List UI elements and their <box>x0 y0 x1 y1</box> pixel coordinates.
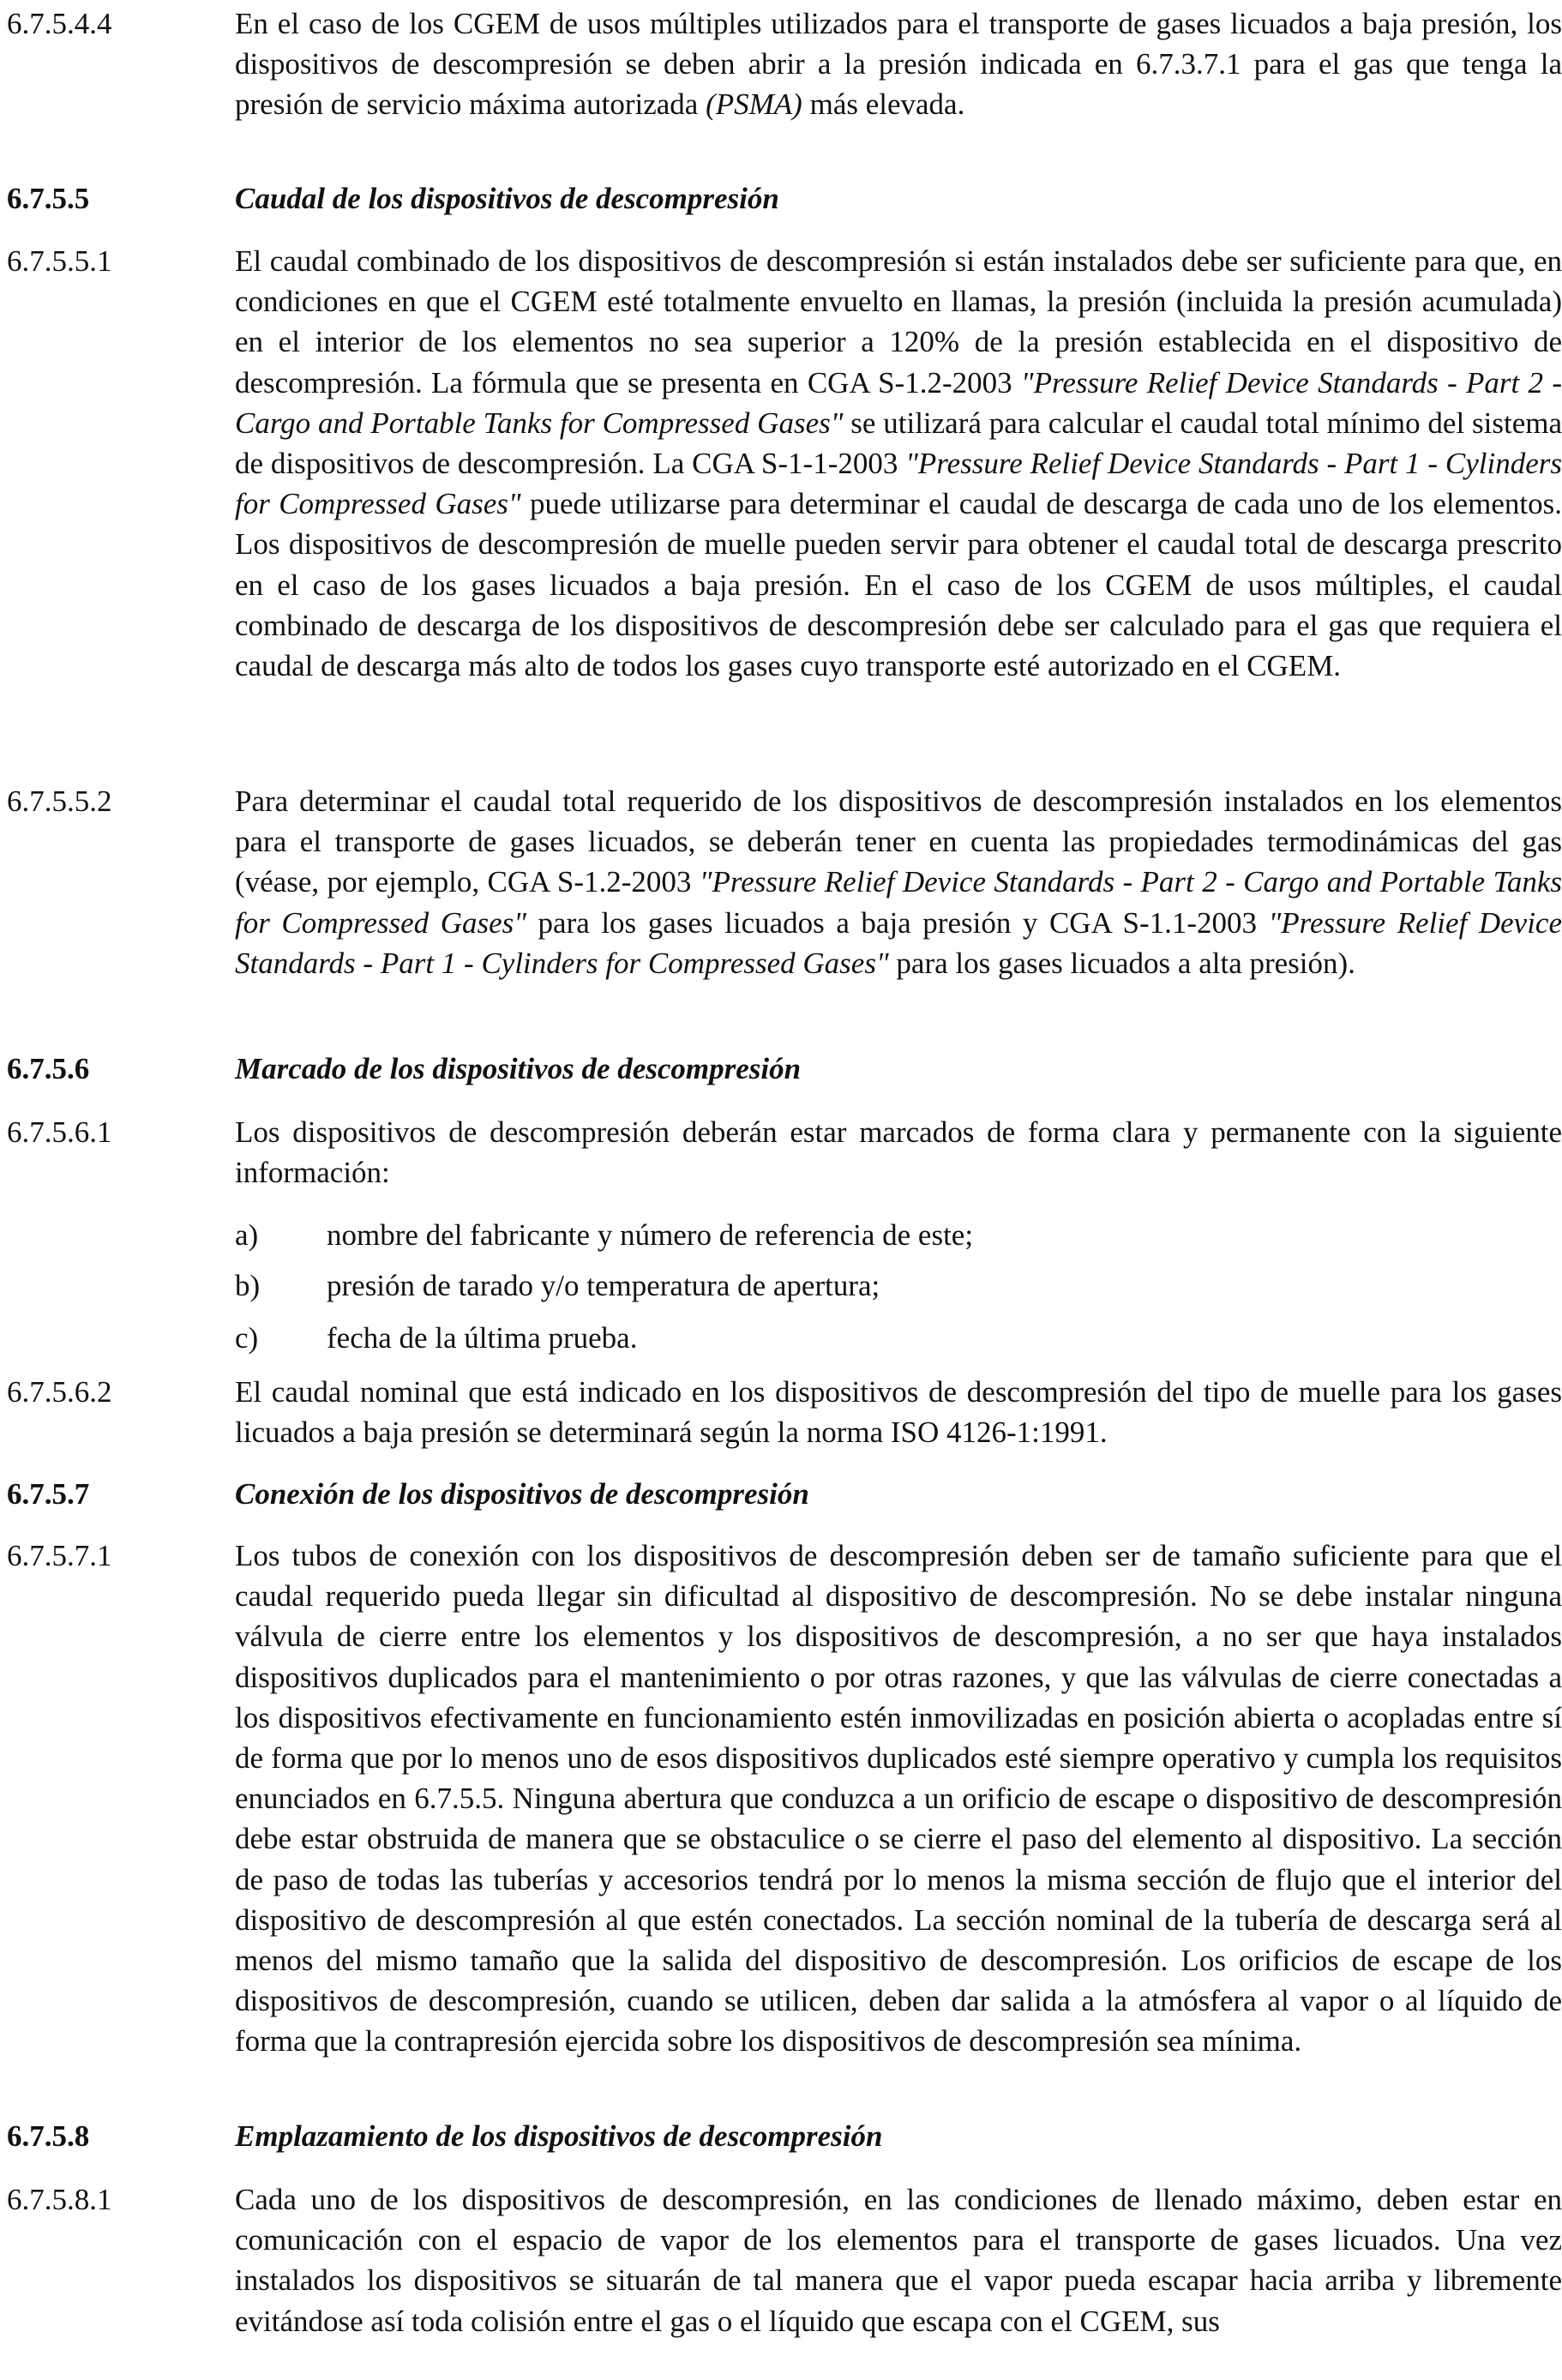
text-run: Los dispositivos de descompresión deberán estar marcados de forma clara y permanente con la siguiente información: <box>235 1115 1562 1190</box>
text-run: puede utilizarse para determinar el caudal de descarga de cada uno de los elementos. Los dispositivos de descompresión de muelle pueden servir para obtener el caudal total de descarga prescrito en el caso de los gases licuados a baja presión. En el caso de los CGEM de usos múltiples, el caudal combinado de descarga de los dispositivos de descompresión debe ser calculado para el gas que requiera el caudal de descarga más alto de todos los gases cuyo transporte esté autorizado en el CGEM. <box>235 487 1562 683</box>
paragraph-text <box>235 2179 1562 2341</box>
italic-citation: "Pressure Relief Device Standards - Part 1 - Cylinders for Compressed Gases" <box>235 905 1562 980</box>
paragraph-number: 6.7.5.8.1 <box>7 2183 112 2216</box>
paragraph-text <box>235 781 1562 983</box>
paragraph-number: 6.7.5.5.1 <box>7 244 112 278</box>
italic-citation: "Pressure Relief Device Standards - Part 1 - Cylinders for Compressed Gases" <box>235 447 1562 521</box>
paragraph-text <box>235 241 1562 686</box>
paragraph-text <box>235 1536 1562 2062</box>
text-run: Los tubos de conexión con los dispositivos de descompresión deben ser de tamaño suficiente para que el caudal requerido pueda llegar sin dificultad al dispositivo de descompresión. No se debe instalar ninguna válvula de cierre entre los elementos y los dispositivos de descompresión, a no ser que haya instalados dispositivos duplicados para el mantenimiento o por otras razones, y que las válvulas de cierre conectadas a los dispositivos efectivamente en funcionamiento estén inmovilizadas en posición abierta o acopladas entre sí de forma que por lo menos uno de esos dispositivos duplicados esté siempre operativo y cumpla los requisitos enunciados en 6.7.5.5. Ninguna abertura que conduzca a un orificio de escape o dispositivo de descompresión debe estar obstruida de manera que se obstaculice o se cierre el paso del elemento al dispositivo. La sección de paso de todas las tuberías y accesorios tendrá por lo menos la misma sección de flujo que el interior del dispositivo de descompresión al que estén conectados. La sección nominal de la tubería de descarga será al menos del mismo tamaño que la salida del dispositivo de descompresión. Los orificios de escape de los dispositivos de descompresión, cuando se utilicen, deben dar salida a la atmósfera al vapor o al líquido de forma que la contrapresión ejercida sobre los dispositivos de descompresión sea mínima. <box>235 1539 1562 2058</box>
heading-number: 6.7.5.5 <box>7 182 90 215</box>
heading-number: 6.7.5.6 <box>7 1052 90 1085</box>
list-item-letter: b) <box>235 1269 261 1302</box>
text-run: para los gases licuados a alta presión). <box>888 946 1355 980</box>
text-run: Para determinar el caudal total requerido de los dispositivos de descompresión instalados en los elementos para el transporte de gases licuados, se deberán tener en cuenta las propiedades termodinámicas del gas (véase, por ejemplo, CGA S-1.2-2003 <box>235 784 1562 899</box>
heading-title: Marcado de los dispositivos de descompresión <box>235 1052 802 1085</box>
heading-title: Emplazamiento de los dispositivos de descompresión <box>235 2119 883 2153</box>
paragraph-text <box>235 1372 1562 1452</box>
text-run: se utilizará para calcular el caudal total mínimo del sistema de dispositivos de descompresión. La CGA S-1-1-2003 <box>235 406 1562 481</box>
heading-title: Caudal de los dispositivos de descompresión <box>235 182 779 215</box>
text-run: El caudal combinado de los dispositivos de descompresión si están instalados debe ser suficiente para que, en condiciones en que el CGEM esté totalmente envuelto en llamas, la presión (incluida la presión acumulada) en el interior de los elementos no sea superior a 120% de la presión establecida en el dispositivo de descompresión. La fórmula que se presenta en CGA S-1.2-2003 <box>235 244 1562 400</box>
list-item-text: presión de tarado y/o temperatura de apertura; <box>327 1269 880 1302</box>
paragraph-number: 6.7.5.7.1 <box>7 1539 112 1572</box>
heading-number: 6.7.5.7 <box>7 1477 90 1511</box>
paragraph-number: 6.7.5.5.2 <box>7 784 112 818</box>
heading-title: Conexión de los dispositivos de descompresión <box>235 1477 809 1511</box>
text-run: más elevada. <box>802 87 965 122</box>
list-item-text: nombre del fabricante y número de referencia de este; <box>327 1218 974 1252</box>
text-run: para los gases licuados a baja presión y CGA S-1.1-2003 <box>526 905 1269 940</box>
text-run: El caudal nominal que está indicado en los dispositivos de descompresión del tipo de muelle para los gases licuados a baja presión se determinará según la norma ISO 4126-1:1991. <box>235 1375 1562 1450</box>
paragraph-text <box>235 1112 1562 1193</box>
paragraph-number: 6.7.5.6.1 <box>7 1115 112 1149</box>
paragraph-text <box>235 3 1562 125</box>
text-run: Cada uno de los dispositivos de descompresión, en las condiciones de llenado máximo, deben estar en comunicación con el espacio de vapor de los elementos para el transporte de gases licuados. Una vez instalados los dispositivos se situarán de tal manera que el vapor pueda escapar hacia arriba y libremente evitándose así toda colisión entre el gas o el líquido que escapa con el CGEM, sus <box>235 2183 1562 2338</box>
list-item-text: fecha de la última prueba. <box>327 1321 638 1355</box>
paragraph-number: 6.7.5.4.4 <box>7 7 112 40</box>
italic-citation: "Pressure Relief Device Standards - Part 2 - Cargo and Portable Tanks for Compressed Gases" <box>235 365 1562 440</box>
text-run: En el caso de los CGEM de usos múltiples utilizados para el transporte de gases licuados a baja presión, los dispositivos de descompresión se deben abrir a la presión indicada en 6.7.3.7.1 para el gas que tenga la presión de servicio máxima autorizada <box>235 7 1562 122</box>
list-item-letter: a) <box>235 1218 259 1252</box>
italic-citation: "Pressure Relief Device Standards - Part 2 - Cargo and Portable Tanks for Compressed Gases" <box>235 865 1562 940</box>
italic-citation: (PSMA) <box>706 87 802 122</box>
heading-number: 6.7.5.8 <box>7 2119 90 2153</box>
list-item-letter: c) <box>235 1321 259 1355</box>
paragraph-number: 6.7.5.6.2 <box>7 1375 112 1409</box>
